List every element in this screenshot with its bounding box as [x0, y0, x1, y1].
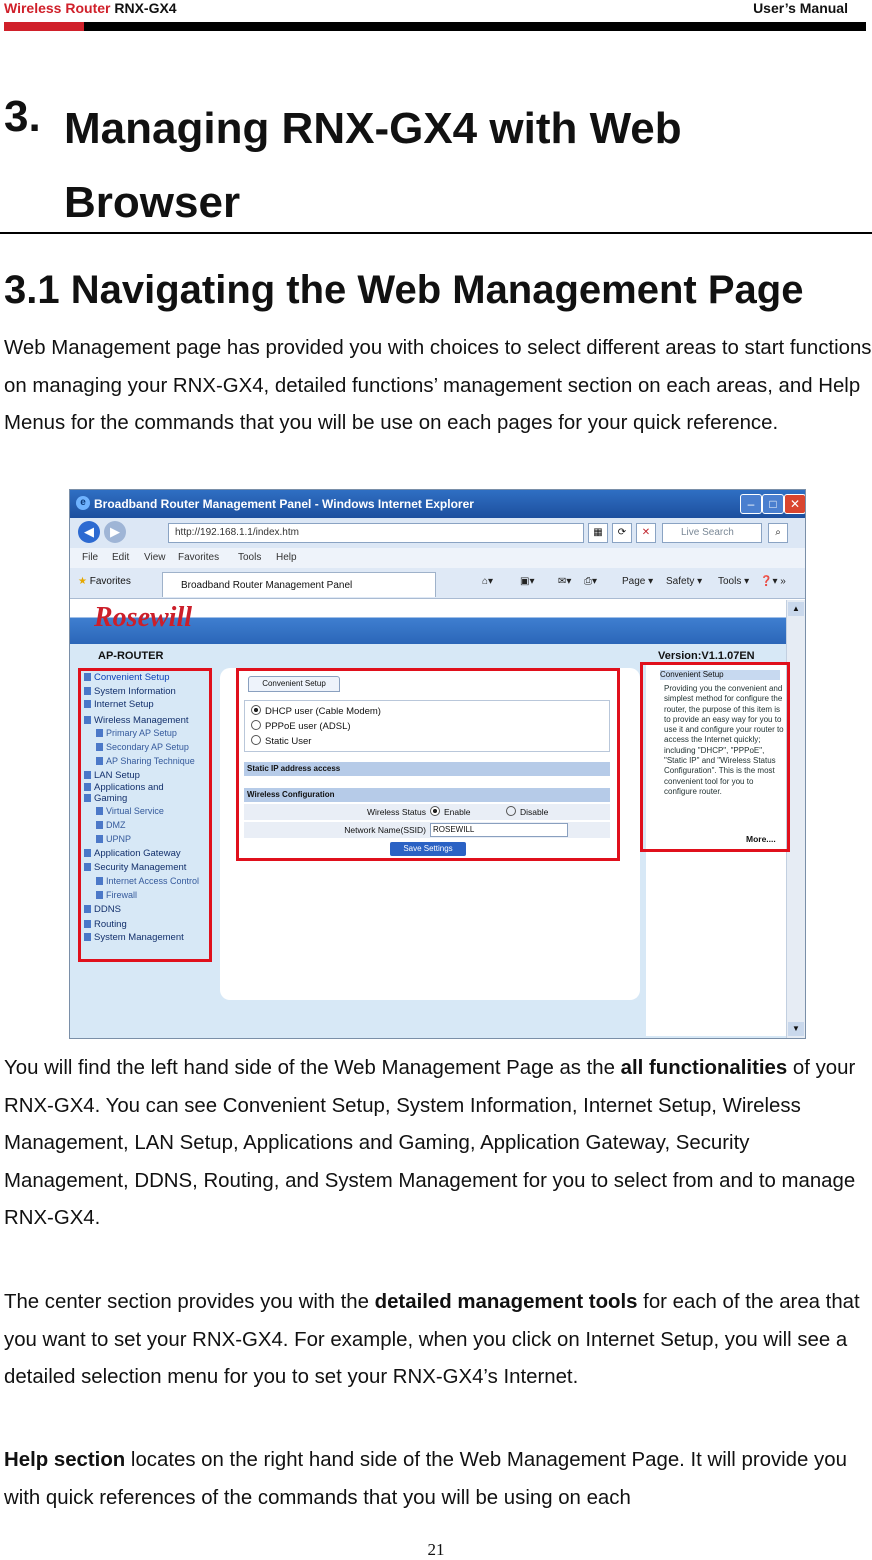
menu-file[interactable]: File [82, 552, 99, 563]
address-url: http://192.168.1.1/index.htm [175, 527, 299, 538]
chapter-title: Managing RNX-GX4 with Web Browser [64, 104, 682, 227]
nav-virtual-service[interactable]: Virtual Service [96, 806, 164, 816]
enable-label: Enable [444, 807, 471, 817]
nav-wireless-management[interactable]: Wireless Management [84, 715, 189, 726]
center-section-paragraph [4, 1284, 872, 1397]
search-input[interactable] [662, 523, 762, 543]
maximize-button[interactable]: □ [762, 494, 784, 514]
static-ip-section: Static IP address access [244, 762, 610, 776]
safety-menu[interactable]: Safety ▾ [666, 576, 703, 587]
firmware-version: Version:V1.1.07EN [658, 650, 755, 662]
stop-icon[interactable]: ✕ [636, 523, 656, 543]
section-title: 3.1 Navigating the Web Management Page [4, 268, 804, 312]
nav-primary-ap-setup[interactable]: Primary AP Setup [96, 728, 177, 738]
left-section-paragraph [4, 1050, 872, 1238]
menu-bar [70, 548, 805, 568]
feeds-icon[interactable]: ▣▾ [520, 576, 535, 587]
home-icon[interactable]: ⌂▾ [482, 576, 494, 587]
left-post: of your RNX-GX4. You can see Convenient Setup, System Information, Internet Setup, Wireless Management, LAN Setup, Applications and Gaming, Application Gateway, Security Management, DDNS, Routing, and System Management for you to select from and to manage RNX-GX4. [4, 1057, 856, 1229]
nav-firewall[interactable]: Firewall [96, 890, 137, 900]
menu-edit[interactable]: Edit [112, 552, 130, 563]
wireless-status-label: Wireless Status [366, 807, 426, 817]
header-product-label: Wireless Router [4, 0, 111, 16]
mail-icon[interactable]: ✉▾ [558, 576, 572, 587]
nav-system-information[interactable]: System Information [84, 686, 176, 697]
highlight-left-nav [78, 668, 212, 962]
window-titlebar [70, 490, 805, 518]
menu-favorites[interactable]: Favorites [178, 552, 220, 563]
print-icon[interactable]: ⎙▾ [584, 576, 598, 587]
nav-internet-setup[interactable]: Internet Setup [84, 699, 154, 710]
ssid-label: Network Name(SSID) [344, 825, 426, 835]
browser-tab[interactable] [162, 572, 436, 597]
help-section-paragraph [4, 1442, 872, 1517]
nav-internet-access-control[interactable]: Internet Access Control [96, 876, 199, 886]
help-bold: Help section [4, 1449, 126, 1471]
nav-ddns[interactable]: DDNS [84, 904, 121, 915]
running-header-right: User’s Manual [753, 0, 848, 16]
help-title: Convenient Setup [660, 670, 780, 680]
menu-help[interactable]: Help [276, 552, 297, 563]
header-model: RNX-GX4 [114, 0, 177, 16]
wireless-section: Wireless Configuration [244, 788, 610, 802]
address-bar[interactable] [168, 523, 584, 543]
center-post: for each of the area that you want to set your RNX-GX4. For example, when you click on Internet Setup, you will see a detailed selection menu for you to set your RNX-GX4’s Internet. [4, 1291, 860, 1388]
nav-application-gateway[interactable]: Application Gateway [84, 848, 181, 859]
chapter-number: 3. [4, 92, 41, 141]
nav-routing[interactable]: Routing [84, 919, 127, 930]
brand-logo: Rosewill [94, 602, 193, 633]
left-pre: You will find the left hand side of the Web Management Page as the [4, 1057, 621, 1079]
help-text: Providing you the convenient and simplest method for configure the router, the purpose of this item is to provide an easy way for you to use it and configure your router to access the Internet quickly; including "DHCP", "PPPoE", "Static IP" and "Wireless Status Configuration". This is the most convenient tool for you to configure router. [664, 684, 784, 796]
nav-ap-sharing[interactable]: AP Sharing Technique [96, 756, 195, 766]
help-post: locates on the right hand side of the Web Management Page. It will provide you with quick references of the commands that you will be using on each [4, 1449, 847, 1509]
option-pppoe-label: PPPoE user (ADSL) [265, 721, 351, 732]
nav-gaming[interactable]: Gaming [84, 793, 127, 804]
nav-upnp[interactable]: UPNP [96, 834, 131, 844]
highlight-center [236, 668, 620, 861]
refresh-icon[interactable]: ⟳ [612, 523, 632, 543]
ssid-input[interactable]: ROSEWILL [430, 823, 568, 837]
device-name: AP-ROUTER [98, 650, 164, 662]
tools-menu[interactable]: Tools ▾ [718, 576, 750, 587]
intro-paragraph: Web Management page has provided you with choices to select different areas to start functions on managing your RNX-GX4, detailed functions’ management section on each areas, and Help Menus for the commands that you will be use on each pages for your quick reference. [4, 337, 872, 434]
favorites-label: Favorites [89, 576, 131, 587]
window-title: Broadband Router Management Panel - Windows Internet Explorer [94, 497, 474, 511]
nav-system-management[interactable]: System Management [84, 932, 184, 943]
help-icon[interactable]: ❓▾ » [760, 576, 786, 587]
chapter-rule [0, 232, 872, 234]
favorites-button[interactable] [78, 576, 131, 587]
search-placeholder: Live Search [681, 527, 734, 538]
address-toolbar [70, 518, 805, 548]
highlight-help [640, 662, 790, 852]
save-settings-button[interactable]: Save Settings [390, 842, 466, 856]
header-rule-accent [4, 22, 84, 31]
left-bold: all functionalities [620, 1057, 788, 1079]
search-icon[interactable]: ⌕ [768, 523, 788, 543]
menu-tools[interactable]: Tools [238, 552, 262, 563]
browser-screenshot [69, 489, 806, 1039]
star-icon: ★ [78, 576, 87, 587]
compat-icon[interactable]: ▦ [588, 523, 608, 543]
back-button[interactable]: ◀ [78, 521, 100, 543]
center-pre: The center section provides you with the [4, 1291, 375, 1313]
page-number: 21 [427, 1540, 445, 1559]
tab-label: Broadband Router Management Panel [181, 580, 353, 591]
brand-banner [70, 600, 786, 644]
help-more-link[interactable]: More.... [746, 834, 776, 844]
ie-logo-icon: e [76, 496, 90, 510]
disable-label: Disable [520, 807, 549, 817]
nav-dmz[interactable]: DMZ [96, 820, 126, 830]
scroll-down-icon[interactable]: ▼ [788, 1022, 804, 1036]
header-rule [4, 22, 866, 31]
scroll-up-icon[interactable]: ▲ [788, 602, 804, 616]
center-bold: detailed management tools [374, 1291, 638, 1313]
option-dhcp-label: DHCP user (Cable Modem) [265, 706, 381, 717]
running-header-left [4, 0, 177, 16]
nav-convenient-setup[interactable]: Convenient Setup [84, 672, 170, 683]
nav-security-management[interactable]: Security Management [84, 862, 186, 873]
favorites-bar [70, 568, 805, 599]
minimize-button[interactable]: – [740, 494, 762, 514]
option-static-label: Static User [265, 736, 312, 747]
nav-lan-setup[interactable]: LAN Setup [84, 770, 140, 781]
menu-view[interactable]: View [144, 552, 166, 563]
close-button[interactable]: ✕ [784, 494, 806, 514]
tab-convenient-setup[interactable]: Convenient Setup [248, 676, 340, 692]
forward-button[interactable]: ▶ [104, 521, 126, 543]
nav-applications-and[interactable]: Applications and [84, 782, 164, 793]
nav-secondary-ap-setup[interactable]: Secondary AP Setup [96, 742, 189, 752]
page-menu[interactable]: Page ▾ [622, 576, 654, 587]
